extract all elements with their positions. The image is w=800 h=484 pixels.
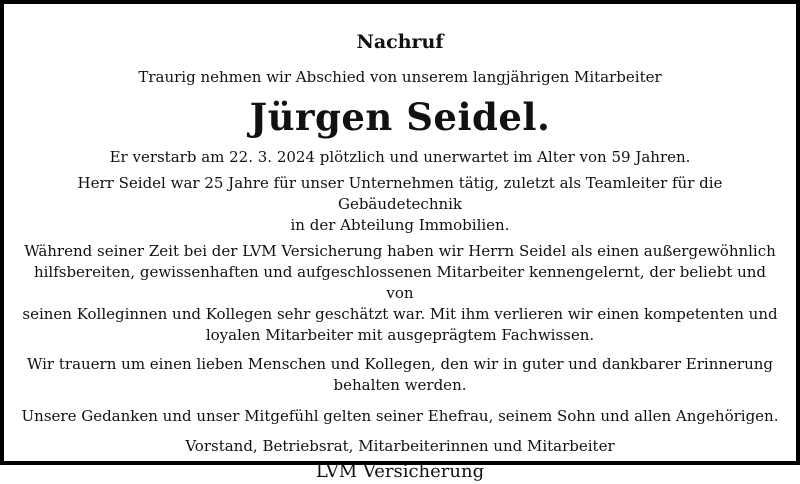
paragraph-death-date bbox=[20, 147, 780, 168]
paragraph-mourning bbox=[20, 354, 780, 396]
notice-heading: Nachruf bbox=[356, 31, 444, 53]
paragraph-line: loyalen Mitarbeiter mit ausgeprägtem Fachwissen. bbox=[205, 326, 595, 344]
paragraph-line: Wir trauern um einen lieben Menschen und Kollegen, den wir in guter und dankbarer Erinnerung bbox=[26, 355, 773, 373]
paragraph-line: in der Abteilung Immobilien. bbox=[290, 216, 510, 234]
paragraph-line: seinen Kolleginnen und Kollegen sehr geschätzt war. Mit ihm verlieren wir einen kompetenten und bbox=[22, 305, 778, 323]
paragraph-tenure bbox=[20, 173, 780, 236]
paragraph-line: Unsere Gedanken und unser Mitgefühl gelten seiner Ehefrau, seinem Sohn und allen Angehörigen. bbox=[21, 407, 779, 425]
paragraph-line: Während seiner Zeit bei der LVM Versicherung haben wir Herrn Seidel als einen außergewöhnlich bbox=[24, 242, 776, 260]
company-name: LVM Versicherung bbox=[315, 461, 485, 482]
obituary-notice bbox=[20, 29, 780, 484]
intro-text: Traurig nehmen wir Abschied von unserem langjährigen Mitarbeiter bbox=[138, 68, 662, 86]
paragraph-line: Herr Seidel war 25 Jahre für unser Unternehmen tätig, zuletzt als Teamleiter für die Gebäudetechnik bbox=[77, 174, 723, 213]
signers-line: Vorstand, Betriebsrat, Mitarbeiterinnen und Mitarbeiter bbox=[185, 437, 615, 455]
deceased-name: Jürgen Seidel. bbox=[249, 95, 551, 139]
paragraph-line: hilfsbereiten, gewissenhaften und aufgeschlossenen Mitarbeiter kennengelernt, der beliebt und von bbox=[33, 263, 767, 302]
paragraph-line: behalten werden. bbox=[333, 376, 467, 394]
paragraph-condolences bbox=[20, 406, 780, 427]
paragraph-tribute bbox=[20, 241, 780, 346]
paragraph-line: Er verstarb am 22. 3. 2024 plötzlich und unerwartet im Alter von 59 Jahren. bbox=[109, 148, 691, 166]
